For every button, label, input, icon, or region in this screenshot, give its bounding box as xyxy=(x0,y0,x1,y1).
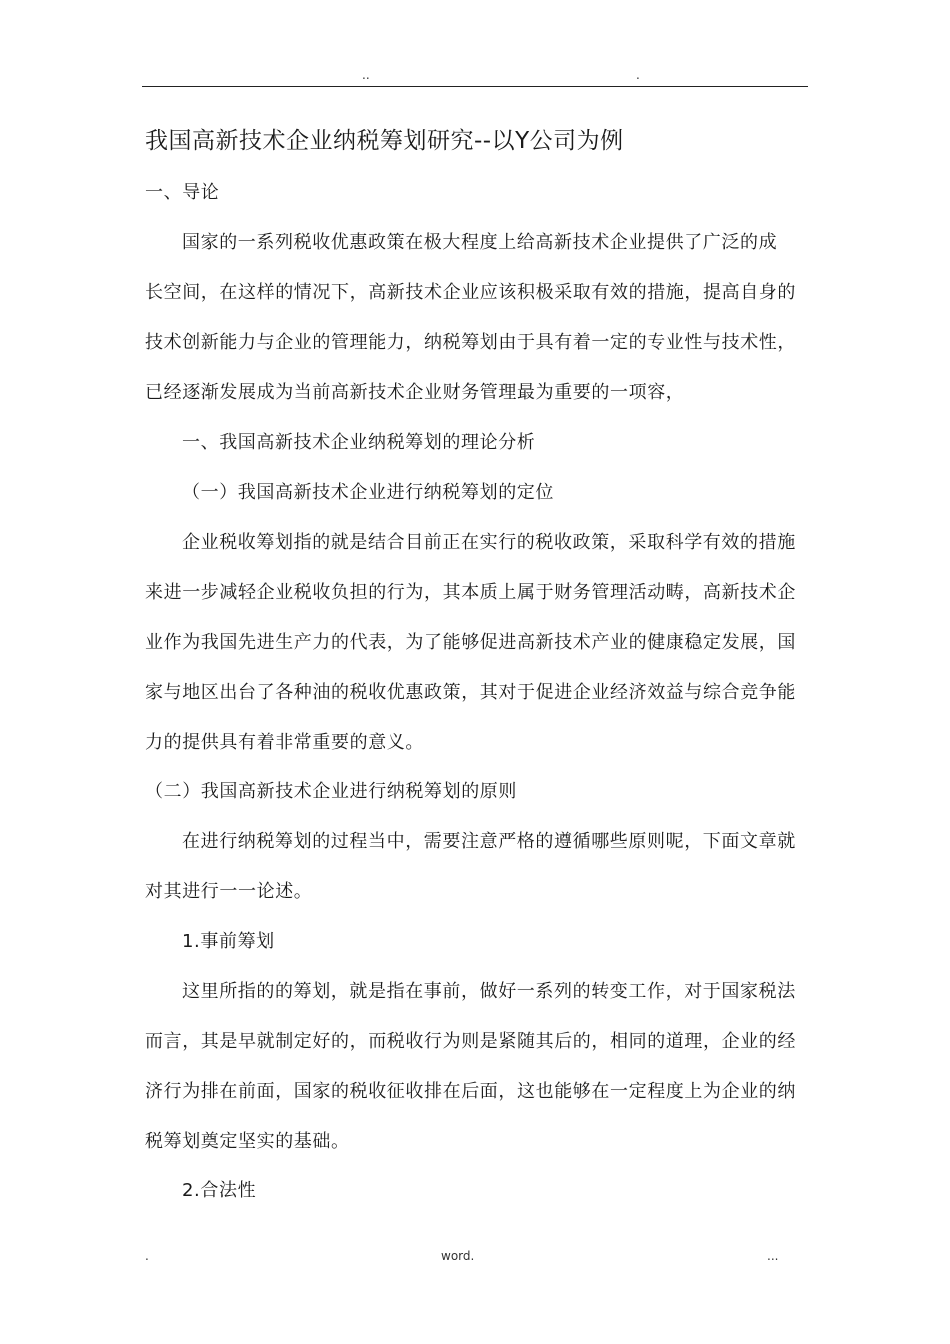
subsection-heading: （二）我国高新技术企业进行纳税筹划的原则 xyxy=(145,781,517,802)
paragraph-line: 来进一步减轻企业税收负担的行为，其本质上属于财务管理活动畴，高新技术企 xyxy=(145,582,796,603)
paragraph-line: 而言，其是早就制定好的，而税收行为则是紧随其后的，相同的道理，企业的经 xyxy=(145,1031,796,1052)
paragraph-line: 已经逐渐发展成为当前高新技术企业财务管理最为重要的一项容， xyxy=(145,382,685,403)
paragraph-line: 对其进行一一论述。 xyxy=(145,881,313,902)
section-heading-intro: 一、导论 xyxy=(145,182,220,203)
paragraph-line: 力的提供具有着非常重要的意义。 xyxy=(145,732,424,753)
document-title: 我国高新技术企业纳税筹划研究--以Y公司为例 xyxy=(145,128,624,154)
header-left-mark: .. xyxy=(362,68,370,82)
item-heading: 2.合法性 xyxy=(182,1180,257,1201)
paragraph-line: 这里所指的的筹划，就是指在事前，做好一系列的转变工作，对于国家税法 xyxy=(182,981,796,1002)
item-heading: 1.事前筹划 xyxy=(182,931,275,952)
header-rule xyxy=(142,86,808,87)
footer-center-text: word. xyxy=(441,1249,475,1263)
paragraph-line: 在进行纳税筹划的过程当中，需要注意严格的遵循哪些原则呢，下面文章就 xyxy=(182,831,796,852)
footer-right-mark: ... xyxy=(767,1249,779,1263)
paragraph-line: 国家的一系列税收优惠政策在极大程度上给高新技术企业提供了广泛的成 xyxy=(182,232,778,253)
paragraph-line: 业作为我国先进生产力的代表，为了能够促进高新技术产业的健康稳定发展，国 xyxy=(145,632,796,653)
paragraph-line: 企业税收筹划指的就是结合目前正在实行的税收政策，采取科学有效的措施 xyxy=(182,532,796,553)
paragraph-line: 长空间，在这样的情况下，高新技术企业应该积极采取有效的措施，提高自身的 xyxy=(145,282,796,303)
paragraph-line: 济行为排在前面，国家的税收征收排在后面，这也能够在一定程度上为企业的纳 xyxy=(145,1081,796,1102)
section-heading: 一、我国高新技术企业纳税筹划的理论分析 xyxy=(182,432,536,453)
paragraph-line: 税筹划奠定坚实的基础。 xyxy=(145,1131,350,1152)
footer-left-mark: . xyxy=(145,1249,149,1263)
header-right-mark: . xyxy=(636,68,640,82)
paragraph-line: 技术创新能力与企业的管理能力，纳税筹划由于具有着一定的专业性与技术性， xyxy=(145,332,796,353)
subsection-heading: （一）我国高新技术企业进行纳税筹划的定位 xyxy=(182,482,554,503)
paragraph-line: 家与地区出台了各种油的税收优惠政策，其对于促进企业经济效益与综合竞争能 xyxy=(145,682,796,703)
